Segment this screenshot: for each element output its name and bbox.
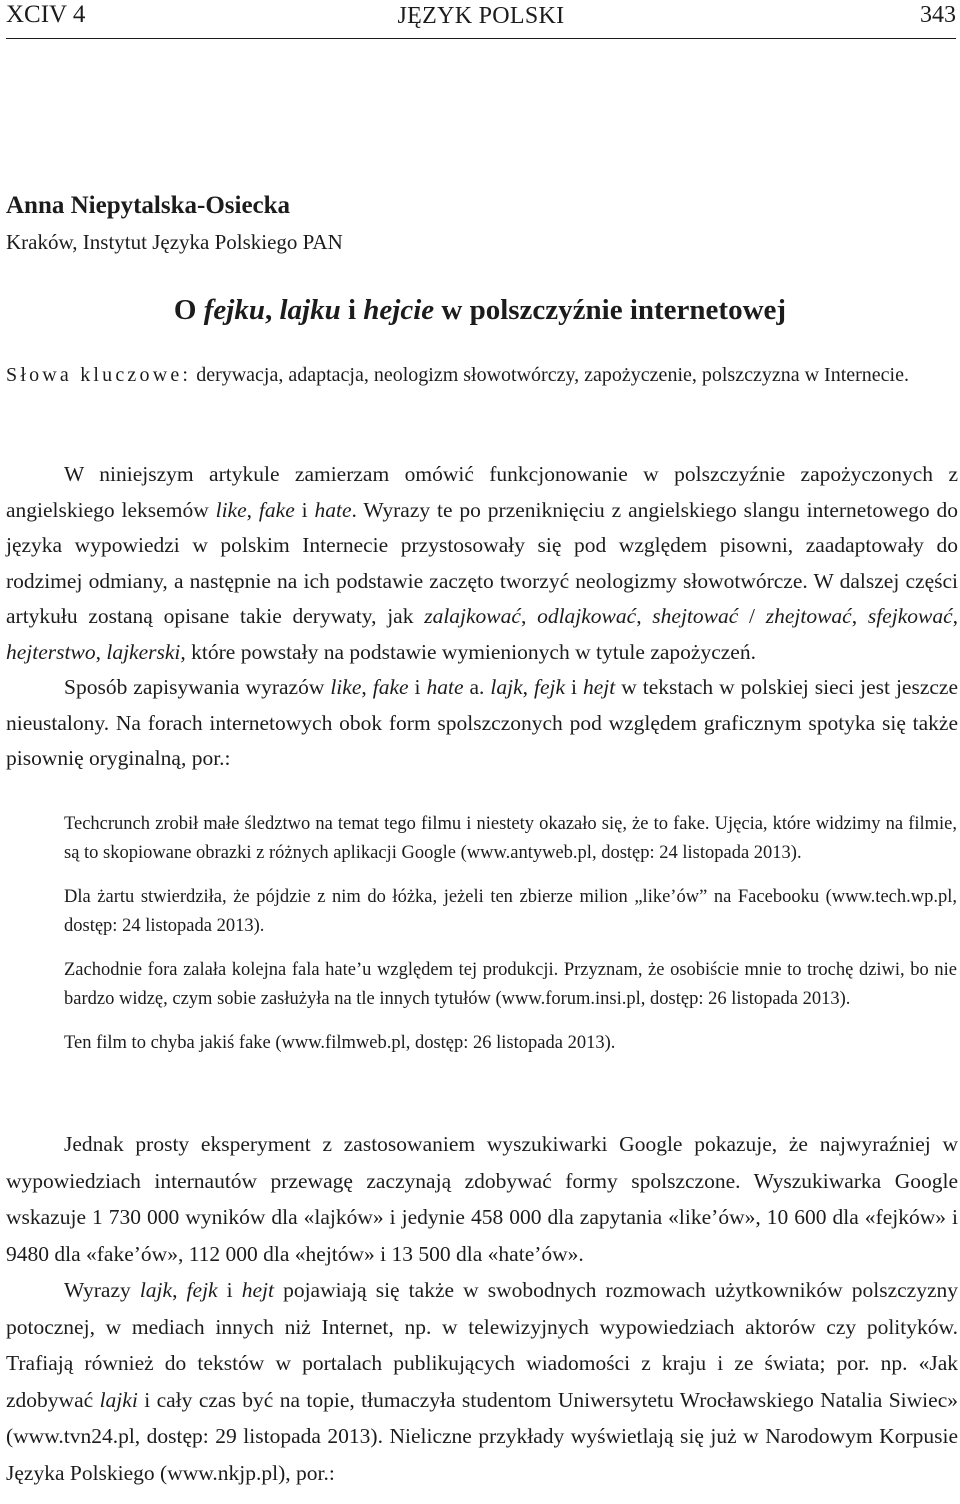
- keywords-text: derywacja, adaptacja, neologizm słowotwórczy, zapożyczenie, polszczyzna w Internecie.: [191, 364, 909, 386]
- volume-issue: XCIV 4: [6, 1, 86, 28]
- quoted-examples: [64, 810, 957, 1073]
- paragraph-intro: W niniejszym artykule zamierzam omówić funkcjonowanie w polszczyźnie zapożyczonych z angielskiego leksemów like, fake i hate. Wyrazy te po przeniknięciu z angielskiego slangu internetowego do języka wypowiedzi w polskim Internecie przystosowały się pod względem pisowni, zaadaptowały do rodzimej odmiany, a następnie na ich podstawie zaczęto tworzyć neologizmy słowotwórcze. W dalszej części artykułu zostaną opisane takie derywaty, jak zalajkować, odlajkować, shejtować / zhejtować, sfejkować, hejterstwo, lajkerski, które powstały na podstawie wymienionych w tytule zapożyczeń.: [6, 462, 959, 664]
- body-text-bottom: [6, 1126, 958, 1491]
- author-affiliation: Kraków, Instytut Języka Polskiego PAN: [6, 230, 343, 254]
- paragraph-spelling: Sposób zapisywania wyrazów like, fake i hate a. lajk, fejk i hejt w tekstach w polskiej sieci jest jeszcze nieustalony. Na forach internetowych obok form spolszczonych pod względem graficznym spotyka się także pisownię oryginalną, por.:: [6, 675, 958, 770]
- quote-example: Zachodnie fora zalała kolejna fala hate’u względem tej produkcji. Przyznam, że osobiście mnie to trochę dziwi, bo nie bardzo widzę, czym sobie zasłużyła na tle innych tytułów (www.forum.insi.pl, dostęp: 26 listopada 2013).: [64, 960, 957, 1009]
- page-number: 343: [920, 2, 956, 28]
- running-header: [6, 0, 956, 32]
- paragraph-google: Jednak prosty eksperyment z zastosowaniem wyszukiwarki Google pokazuje, że najwyraźniej w wypowiedziach internautów przewagę zaczynają zdobywać formy spolszczone. Wyszukiwarka Google wskazuje 1 730 000 wyników dla «lajków» i jedynie 458 000 dla zapytania «like’ów», 10 600 dla «fejków» i 9480 dla «fake’ów», 112 000 dla «hejtów» i 13 500 dla «hate’ów».: [6, 1132, 958, 1266]
- quote-example: Techcrunch zrobił małe śledztwo na temat tego filmu i niestety okazało się, że to fake. Ujęcia, które widzimy na filmie, są to skopiowane obrazki z różnych aplikacji Google (www.antyweb.pl, dostęp: 24 listopada 2013).: [64, 814, 957, 863]
- article-title: O fejku, lajku i hejcie w polszczyźnie internetowej: [173, 294, 787, 326]
- paragraph-media: Wyrazy lajk, fejk i hejt pojawiają się także w swobodnych rozmowach użytkowników polszczyzny potocznej, w mediach innych niż Internet, np. w telewizyjnych wypowiedziach aktorów czy polityków. Trafiają również do tekstów w portalach publikujących wiadomości z kraju i ze świata; por. np. «Jak zdobywać lajki i cały czas być na topie, tłumaczyła studentom Uniwersytetu Wrocławskiego Natalia Siwiec» (www.tvn24.pl, dostęp: 29 listopada 2013). Nieliczne przykłady wyświetlają się już w Narodowym Korpusie Języka Polskiego (www.nkjp.pl), por.:: [6, 1278, 958, 1485]
- quote-example: Dla żartu stwierdziła, że pójdzie z nim do łóżka, jeżeli ten zbierze milion „like’ów” na Facebooku (www.tech.wp.pl, dostęp: 24 listopada 2013).: [64, 887, 957, 936]
- quote-example: Ten film to chyba jakiś fake (www.filmweb.pl, dostęp: 26 listopada 2013).: [64, 1033, 616, 1053]
- journal-title: JĘZYK POLSKI: [397, 3, 565, 29]
- author-name: Anna Niepytalska-Osiecka: [6, 192, 291, 219]
- header-rule: [6, 38, 956, 39]
- keywords: [6, 359, 956, 392]
- body-text-top: [6, 457, 958, 777]
- keywords-label: Słowa kluczowe:: [6, 364, 192, 386]
